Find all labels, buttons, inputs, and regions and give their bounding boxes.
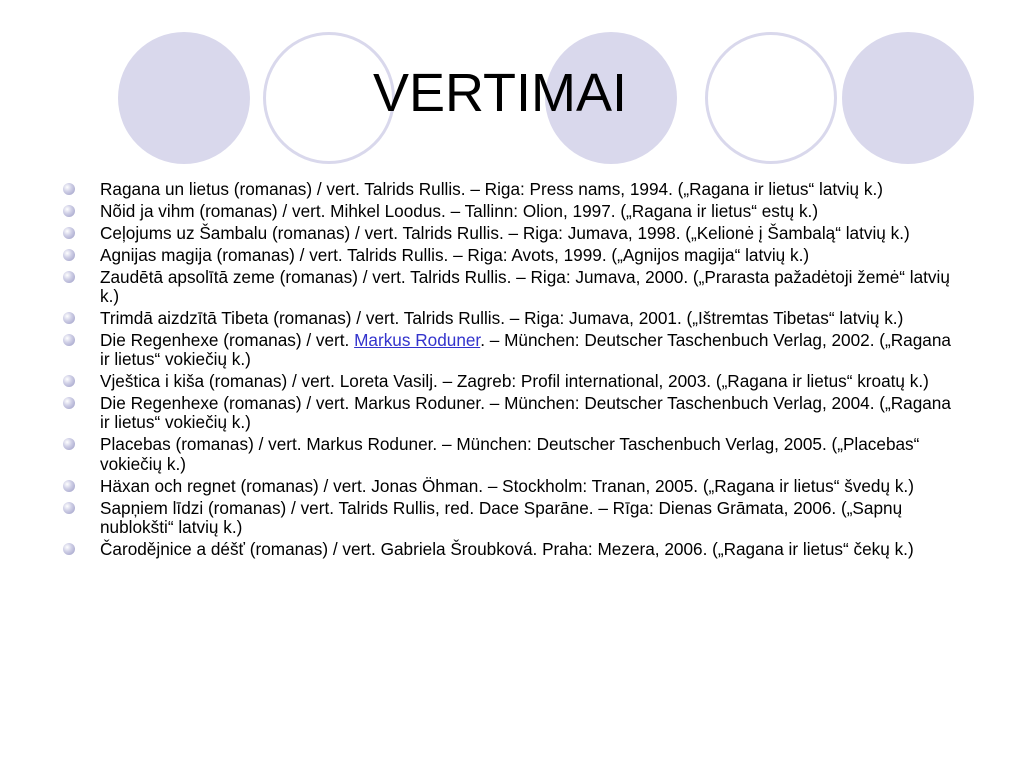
- translator-link[interactable]: Markus Roduner: [354, 329, 481, 350]
- bullet-icon: [63, 312, 75, 324]
- entry-text: Ragana un lietus (romanas) / vert. Talrids Rullis. – Riga: Press nams, 1994. („Ragana ir lietus“ latvių k.): [100, 179, 883, 199]
- slide-title: VERTIMAI: [372, 63, 628, 123]
- entry-text: Zaudētā apsolītā zeme (romanas) / vert. Talrids Rullis. – Riga: Jumava, 2000. („Prarasta pažadėtoji žemė“ latvių k.): [100, 266, 950, 307]
- list-item: [62, 477, 962, 496]
- list-item: [62, 372, 962, 391]
- list-item: [62, 180, 962, 199]
- bullet-icon: [63, 205, 75, 217]
- entry-text-before-link: Die Regenhexe (romanas) / vert.: [100, 329, 355, 350]
- list-item: [62, 246, 962, 265]
- list-item: [62, 540, 962, 559]
- entry-text: Die Regenhexe (romanas) / vert. Markus Roduner. – München: Deutscher Taschenbuch Verlag, 2004. („Ragana ir lietus“ vokiečių k.): [100, 393, 951, 433]
- bullet-icon: [63, 502, 75, 514]
- list-item: [62, 309, 962, 328]
- entry-text: Sapņiem līdzi (romanas) / vert. Talrids Rullis, red. Dace Sparāne. – Rīga: Dienas Grāmata, 2006. („Sapnų nublokšti“ latvių k.): [100, 497, 903, 537]
- bullet-icon: [63, 227, 75, 239]
- bullet-icon: [63, 543, 75, 555]
- list-item: [62, 499, 962, 538]
- bullet-icon: [63, 480, 75, 492]
- list-item: [62, 202, 962, 221]
- entry-text: Trimdā aizdzītā Tibeta (romanas) / vert. Talrids Rullis. – Riga: Jumava, 2001. („Ištremtas Tibetas“ latvių k.): [100, 307, 904, 328]
- bullet-icon: [63, 249, 75, 261]
- bullet-icon: [63, 438, 75, 450]
- bullet-icon: [63, 334, 75, 346]
- list-item: [62, 435, 962, 474]
- entry-text: Häxan och regnet (romanas) / vert. Jonas Öhman. – Stockholm: Tranan, 2005. („Ragana ir lietus“ švedų k.): [100, 475, 914, 496]
- translations-list: [62, 180, 962, 562]
- list-item: [62, 394, 962, 433]
- entry-text-after-link: . – München: Deutscher Taschenbuch Verlag, 2002. („Ragana ir lietus“ vokiečių k.): [100, 329, 951, 370]
- bullet-icon: [63, 183, 75, 195]
- entry-text: Agnijas magija (romanas) / vert. Talrids Rullis. – Riga: Avots, 1999. („Agnijos magija“ latvių k.): [100, 244, 810, 265]
- list-item: [62, 331, 962, 370]
- entry-text: Vještica i kiša (romanas) / vert. Loreta Vasilj. – Zagreb: Profil international, 2003. („Ragana ir lietus“ kroatų k.): [100, 371, 929, 392]
- entry-text: Nõid ja vihm (romanas) / vert. Mihkel Loodus. – Tallinn: Olion, 1997. („Ragana ir lietus“ estų k.): [100, 200, 819, 221]
- entry-text: Ceļojums uz Šambalu (romanas) / vert. Talrids Rullis. – Riga: Jumava, 1998. („Kelionė į Šambalą“ latvių k.): [100, 222, 910, 243]
- bullet-icon: [63, 397, 75, 409]
- entry-text: Placebas (romanas) / vert. Markus Roduner. – München: Deutscher Taschenbuch Verlag, 2005. („Placebas“ vokiečių k.): [100, 434, 920, 474]
- list-item: [62, 224, 962, 243]
- list-item: [62, 268, 962, 307]
- bullet-icon: [63, 271, 75, 283]
- entry-text: Čarodějnice a déšť (romanas) / vert. Gabriela Šroubková. Praha: Mezera, 2006. („Ragana ir lietus“ čekų k.): [100, 538, 914, 559]
- bullet-icon: [63, 375, 75, 387]
